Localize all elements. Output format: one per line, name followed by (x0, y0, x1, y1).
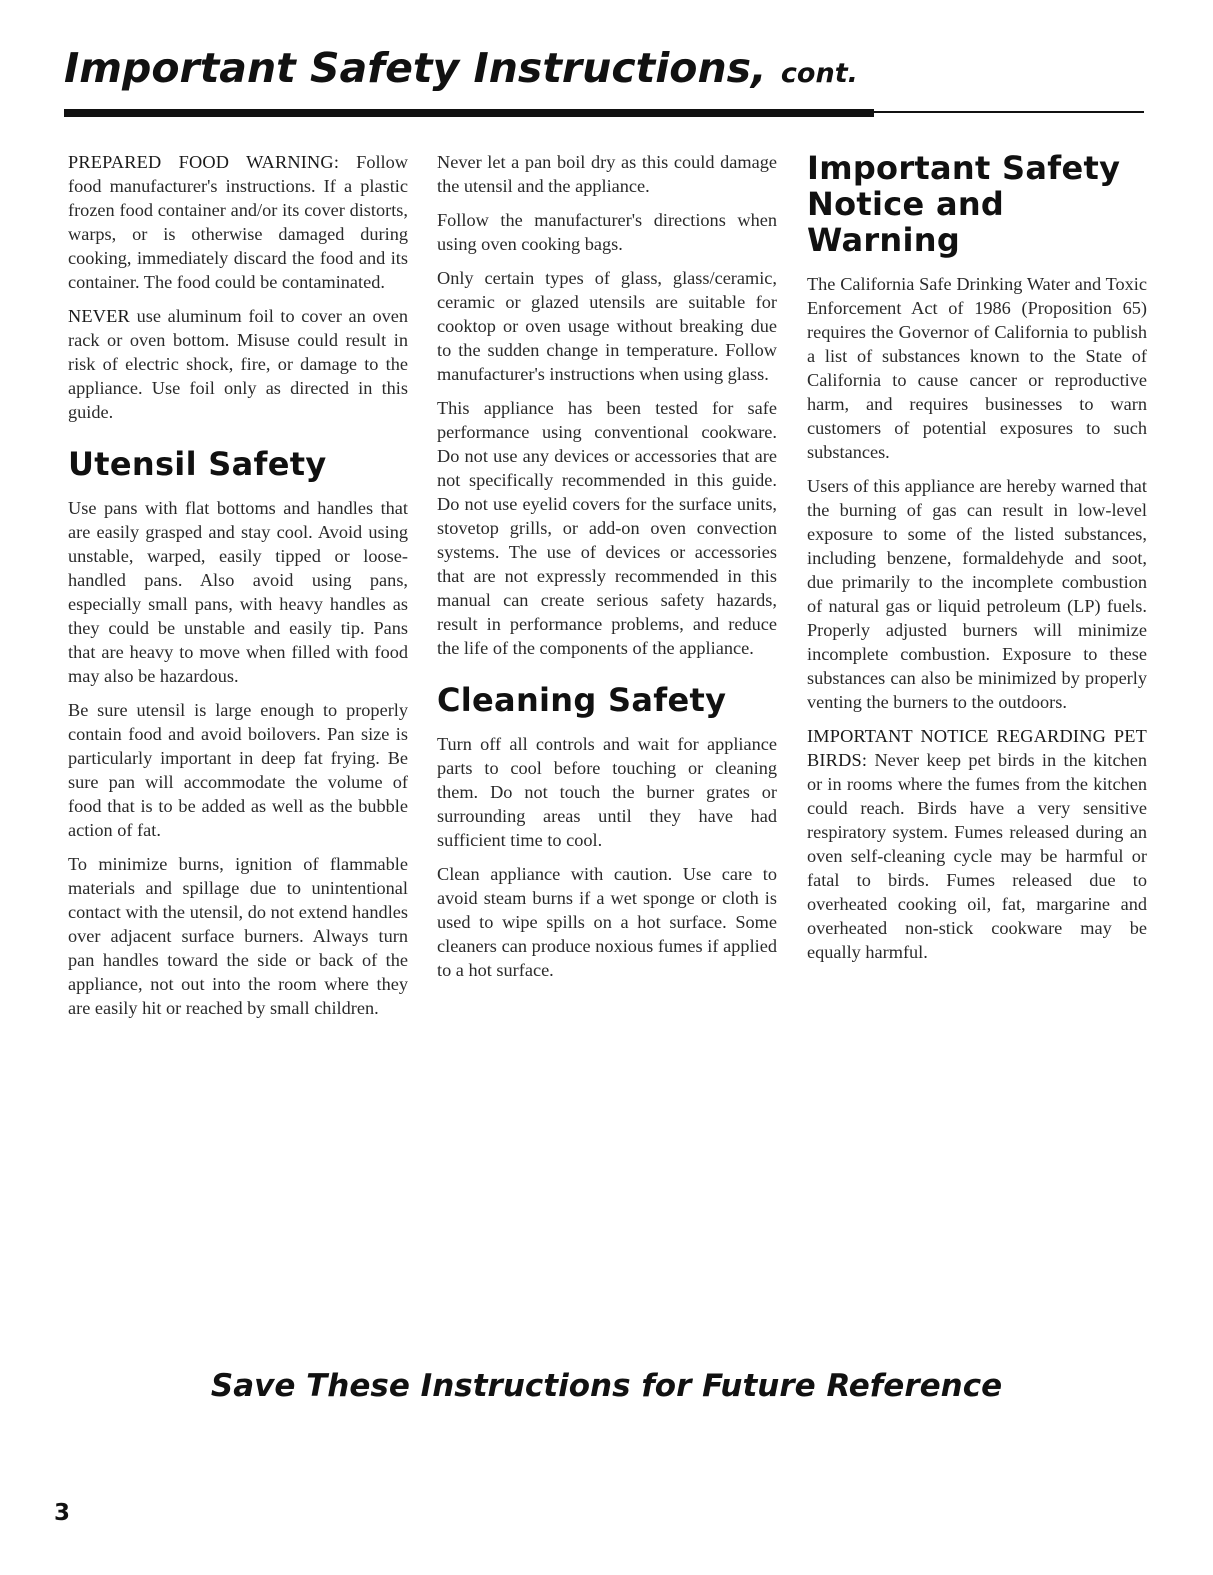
header-rule-thin (874, 111, 1144, 113)
utensil-paragraph-2: Be sure utensil is large enough to properly contain food and avoid boilovers. Pan size is particularly important in deep fat frying. Be sure pan will accommodate the volume of food that is to be added as well as the bubble action of fat. (68, 700, 408, 840)
column-middle (437, 150, 777, 992)
never-foil-text: use aluminum foil to cover an oven rack or oven bottom. Misuse could result in risk of electric shock, fire, or damage to the appliance. Use foil only as directed in this guide. (68, 306, 408, 422)
column-left (68, 150, 408, 1030)
utensil-paragraph-1: Use pans with flat bottoms and handles that are easily grasped and stay cool. Avoid using unstable, warped, easily tipped or loose-handled pans. Also avoid using pans, especially small pans, with heavy handles as they could be unstable and easily tip. Pans that are heavy to move when filled with food may also be hazardous. (68, 498, 408, 686)
prepared-food-warning (68, 150, 408, 294)
prop65-paragraph: The California Safe Drinking Water and Toxic Enforcement Act of 1986 (Proposition 65) requires the Governor of California to publish a list of substances known to the State of California to cause cancer or reproductive harm, and requires businesses to warn customers of potential exposures to such substances. (807, 274, 1147, 462)
title-text: Important Safety Instructions, (64, 44, 767, 92)
cleaning-paragraph-2: Clean appliance with caution. Use care to avoid steam burns if a wet sponge or cloth is used to wipe spills on a hot surface. Some cleaners can produce noxious fumes if applied to a hot surface. (437, 864, 777, 980)
cleaning-paragraph-1: Turn off all controls and wait for appliance parts to cool before touching or cleaning them. Do not touch the burner grates or surrounding areas until they have had sufficient time to cool. (437, 734, 777, 850)
notice-warning-heading: Important Safety Notice and Warning (807, 149, 1121, 259)
never-foil-warning (68, 304, 408, 424)
glass-paragraph: Only certain types of glass, glass/ceramic, ceramic or glazed utensils are suitable for cooktop or oven usage without breaking due to the sudden change in temperature. Follow manufacturer's instructions when using glass. (437, 268, 777, 384)
boil-dry-paragraph: Never let a pan boil dry as this could damage the utensil and the appliance. (437, 152, 777, 196)
prepared-food-warning-text: Follow food manufacturer's instructions. If a plastic frozen food container and/or its cover distorts, warps, or is otherwise damaged during cooking, immediately discard the food and its container. The food could be contaminated. (68, 152, 408, 292)
pet-birds-notice (807, 724, 1147, 964)
header-rule-thick (64, 109, 874, 117)
pet-birds-lead: IMPORTANT NOTICE REGARDING PET BIRDS: (807, 726, 1147, 770)
title-suffix: cont. (780, 58, 858, 89)
prepared-food-warning-lead: PREPARED FOOD WARNING: (68, 152, 340, 172)
cleaning-safety-heading: Cleaning Safety (437, 681, 727, 719)
cooking-bags-paragraph: Follow the manufacturer's directions when using oven cooking bags. (437, 210, 777, 254)
utensil-paragraph-3: To minimize burns, ignition of flammable materials and spillage due to unintentional contact with the utensil, do not extend handles over adjacent surface burners. Always turn pan handles toward the side or back of the appliance, not out into the room where they are easily hit or reached by small children. (68, 854, 408, 1018)
save-instructions-note: Save These Instructions for Future Reference (210, 1368, 1003, 1404)
never-foil-lead: NEVER (68, 306, 130, 326)
column-right (807, 150, 1147, 974)
gas-exposure-paragraph: Users of this appliance are hereby warned that the burning of gas can result in low-level exposure to some of the listed substances, including benzene, formaldehyde and soot, due primarily to the incomplete combustion of natural gas or liquid petroleum (LP) fuels. Properly adjusted burners will minimize incomplete combustion. Exposure to these substances can also be minimized by properly venting the burners to the outdoors. (807, 476, 1147, 712)
pet-birds-text: Never keep pet birds in the kitchen or in rooms where the fumes from the kitchen could reach. Birds have a very sensitive respiratory system. Fumes released during an oven self-cleaning cycle may be harmful or fatal to birds. Fumes released due to overheated cooking oil, fat, margarine and overheated non-stick cookware may be equally harmful. (807, 750, 1147, 962)
utensil-safety-heading: Utensil Safety (68, 445, 327, 483)
page-number: 3 (54, 1500, 71, 1526)
cookware-paragraph: This appliance has been tested for safe performance using conventional cookware. Do not use any devices or accessories that are not specifically recommended in this guide. Do not use eyelid covers for the surface units, stovetop grills, or add-on oven convection systems. The use of devices or accessories that are not expressly recommended in this manual can create serious safety hazards, result in performance problems, and reduce the life of the components of the appliance. (437, 398, 777, 658)
page-title (64, 44, 858, 92)
